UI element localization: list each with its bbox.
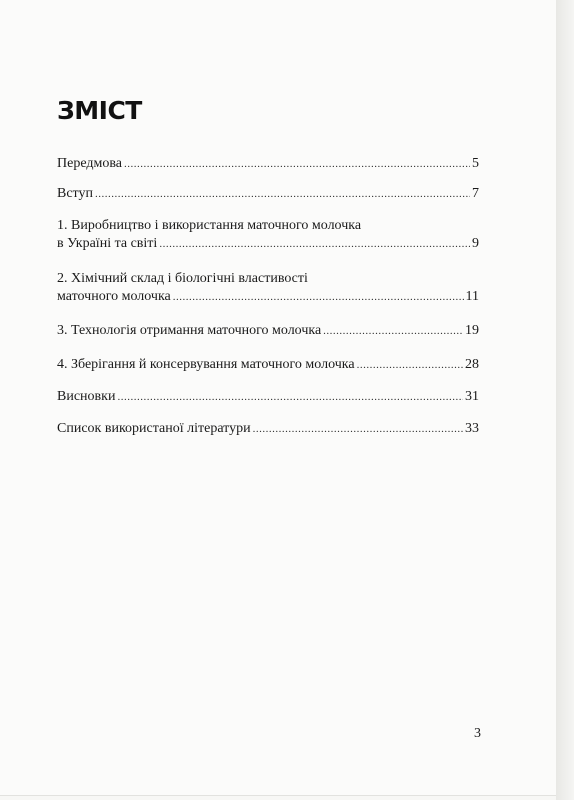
- toc-leader-dots: [124, 155, 470, 173]
- toc-entry-chapter-3: [57, 322, 479, 340]
- toc-entry-introduction: [57, 185, 479, 203]
- toc-entry-page: 7: [472, 186, 479, 201]
- toc-leader-dots: [117, 388, 463, 406]
- toc-entry-page: 28: [465, 357, 479, 372]
- toc-entry-title-line-1: 1. Виробництво і використання маточного молочка: [57, 218, 362, 233]
- page-edge-shadow: [556, 0, 574, 800]
- toc-entry-title: 3. Технологія отримання маточного молочка: [57, 323, 322, 338]
- toc-leader-dots: [253, 420, 463, 438]
- toc-entry-page: 11: [465, 289, 479, 304]
- toc-entry-title-line-1: 2. Хімічний склад і біологічні властивості: [57, 271, 308, 286]
- toc-entry-page: 31: [465, 389, 479, 404]
- toc-entry-page: 33: [465, 421, 479, 436]
- toc-entry-title-line-2: в Україні та світі: [57, 236, 158, 251]
- toc-entry-title-line-2: маточного молочка: [57, 289, 171, 304]
- toc-entry-chapter-1: [57, 217, 479, 253]
- page-number: 3: [474, 726, 481, 741]
- toc-leader-dots: [323, 322, 463, 340]
- toc-leader-dots: [173, 288, 464, 306]
- toc-entry-foreword: [57, 155, 479, 173]
- toc-entry-title: Список використаної літератури: [57, 421, 251, 436]
- toc-leader-dots: [95, 185, 470, 203]
- toc-entry-title: Вступ: [57, 186, 93, 201]
- toc-entry-references: [57, 420, 479, 438]
- toc-entry-title: Висновки: [57, 389, 116, 404]
- toc-entry-title: 4. Зберігання й консервування маточного молочка: [57, 357, 355, 372]
- toc-entry-page: 5: [472, 156, 479, 171]
- toc-entry-conclusions: [57, 388, 479, 406]
- toc-entry-chapter-2: [57, 270, 479, 306]
- toc-leader-dots: [357, 356, 463, 374]
- toc-entry-page: 19: [465, 323, 479, 338]
- toc-entry-chapter-4: [57, 356, 479, 374]
- page-title: ЗМІСТ: [57, 96, 142, 125]
- toc-leader-dots: [159, 235, 470, 253]
- toc-entry-title: Передмова: [57, 156, 122, 171]
- toc-entry-page: 9: [472, 236, 479, 251]
